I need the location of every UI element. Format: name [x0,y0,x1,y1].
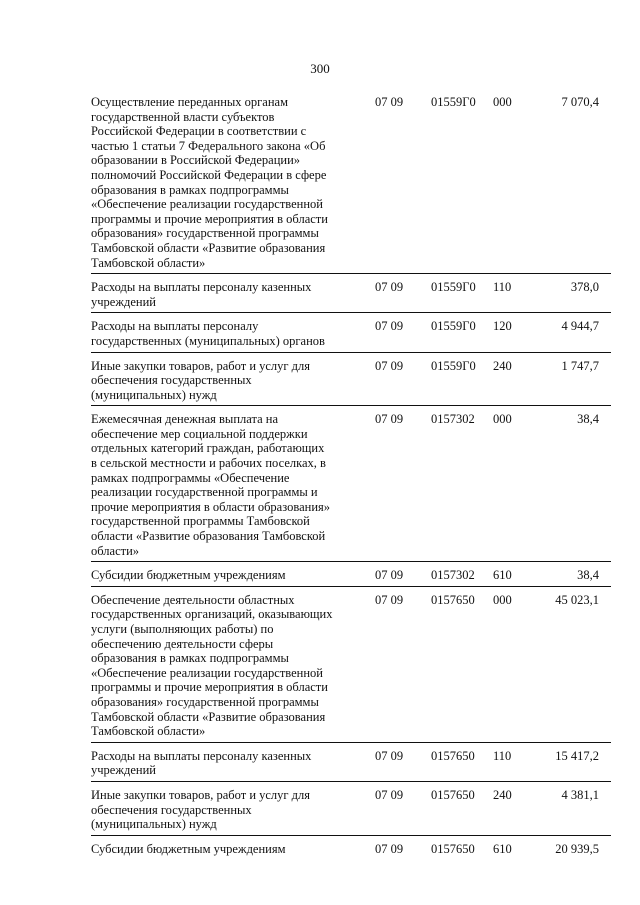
target-article-code: 0157302 [431,568,475,583]
expense-name: Осуществление переданных органам государственной власти субъектов Российской Федерации в соответствии с частью 1 статьи 7 Федерального закона «Об образовании в Российской Федерации» полномочий Российской Федерации в сфере образования в рамках подпрограммы «Обеспечение реализации государственной программы и прочие мероприятия в области образования» государственной программы Тамбовской области «Развитие образования Тамбовской области» [91,95,328,270]
expense-name: Иные закупки товаров, работ и услуг для обеспечения государственных (муниципальных) нужд [91,358,311,402]
expense-name: Ежемесячная денежная выплата на обеспечение мер социальной поддержки отдельных категорий граждан, работающих в сельской местности и рабочих поселках, в рамках подпрограммы «Обеспечение реализации государственной программы и прочие мероприятия в области образования» государственной программы Тамбовской области «Развитие образования Тамбовской области» [91,412,331,558]
expense-name: Обеспечение деятельности областных государственных организаций, оказывающих услуги (выполняющих работы) по обеспечению деятельности сферы образования в рамках подпрограммы «Обеспечение реализации государственной программы и прочие мероприятия в области образования» государственной программы Тамбовской области «Развитие образования Тамбовской области» [91,592,333,739]
target-article-code: 01559Г0 [431,280,476,295]
expense-name: Иные закупки товаров, работ и услуг для обеспечения государственных (муниципальных) нужд [91,787,311,832]
section-code: 07 09 [375,592,404,607]
amount: 20 939,5 [555,841,599,856]
amount: 4 381,1 [561,787,599,802]
table-row [91,94,611,274]
table-row [91,358,611,407]
expense-name: Расходы на выплаты персоналу казенных учреждений [91,280,312,309]
section-code: 07 09 [375,319,404,334]
expense-type-code: 240 [493,787,512,802]
table-row [91,318,611,352]
target-article-code: 01559Г0 [431,358,476,373]
expense-type-code: 110 [493,748,512,763]
table-row [91,567,611,587]
table-row [91,787,611,836]
amount: 38,4 [577,568,599,583]
section-code: 07 09 [375,412,404,427]
table-row [91,841,611,860]
section-code: 07 09 [375,95,404,109]
target-article-code: 0157650 [431,841,475,856]
amount: 4 944,7 [561,319,599,334]
table-row [91,279,611,313]
table-row [91,592,611,743]
expense-name: Расходы на выплаты персоналу казенных учреждений [91,748,312,778]
target-article-code: 01559Г0 [431,95,476,109]
section-code: 07 09 [375,841,404,856]
expense-type-code: 000 [493,592,512,607]
section-code: 07 09 [375,568,404,583]
amount: 378,0 [570,280,599,295]
expense-type-code: 610 [493,841,512,856]
expense-type-code: 110 [493,280,512,295]
amount: 1 747,7 [561,358,599,373]
amount: 15 417,2 [555,748,599,763]
section-code: 07 09 [375,280,404,295]
target-article-code: 0157650 [431,787,475,802]
table-row [91,411,611,562]
page-number: 300 [310,61,330,76]
target-article-code: 0157650 [431,748,475,763]
expense-type-code: 120 [493,319,512,334]
budget-table [91,94,611,864]
expense-name: Расходы на выплаты персоналу государственных (муниципальных) органов [91,319,325,348]
expense-name: Субсидии бюджетным учреждениям [91,568,286,583]
expense-type-code: 240 [493,358,512,373]
amount: 7 070,4 [561,95,599,109]
section-code: 07 09 [375,787,404,802]
section-code: 07 09 [375,358,404,373]
amount: 45 023,1 [555,592,599,607]
target-article-code: 0157650 [431,592,475,607]
amount: 38,4 [577,412,599,427]
target-article-code: 0157302 [431,412,475,427]
expense-type-code: 000 [493,95,512,109]
expense-type-code: 000 [493,412,512,427]
section-code: 07 09 [375,748,404,763]
expense-name: Субсидии бюджетным учреждениям [91,841,286,856]
table-row [91,748,611,782]
expense-type-code: 610 [493,568,512,583]
target-article-code: 01559Г0 [431,319,476,334]
